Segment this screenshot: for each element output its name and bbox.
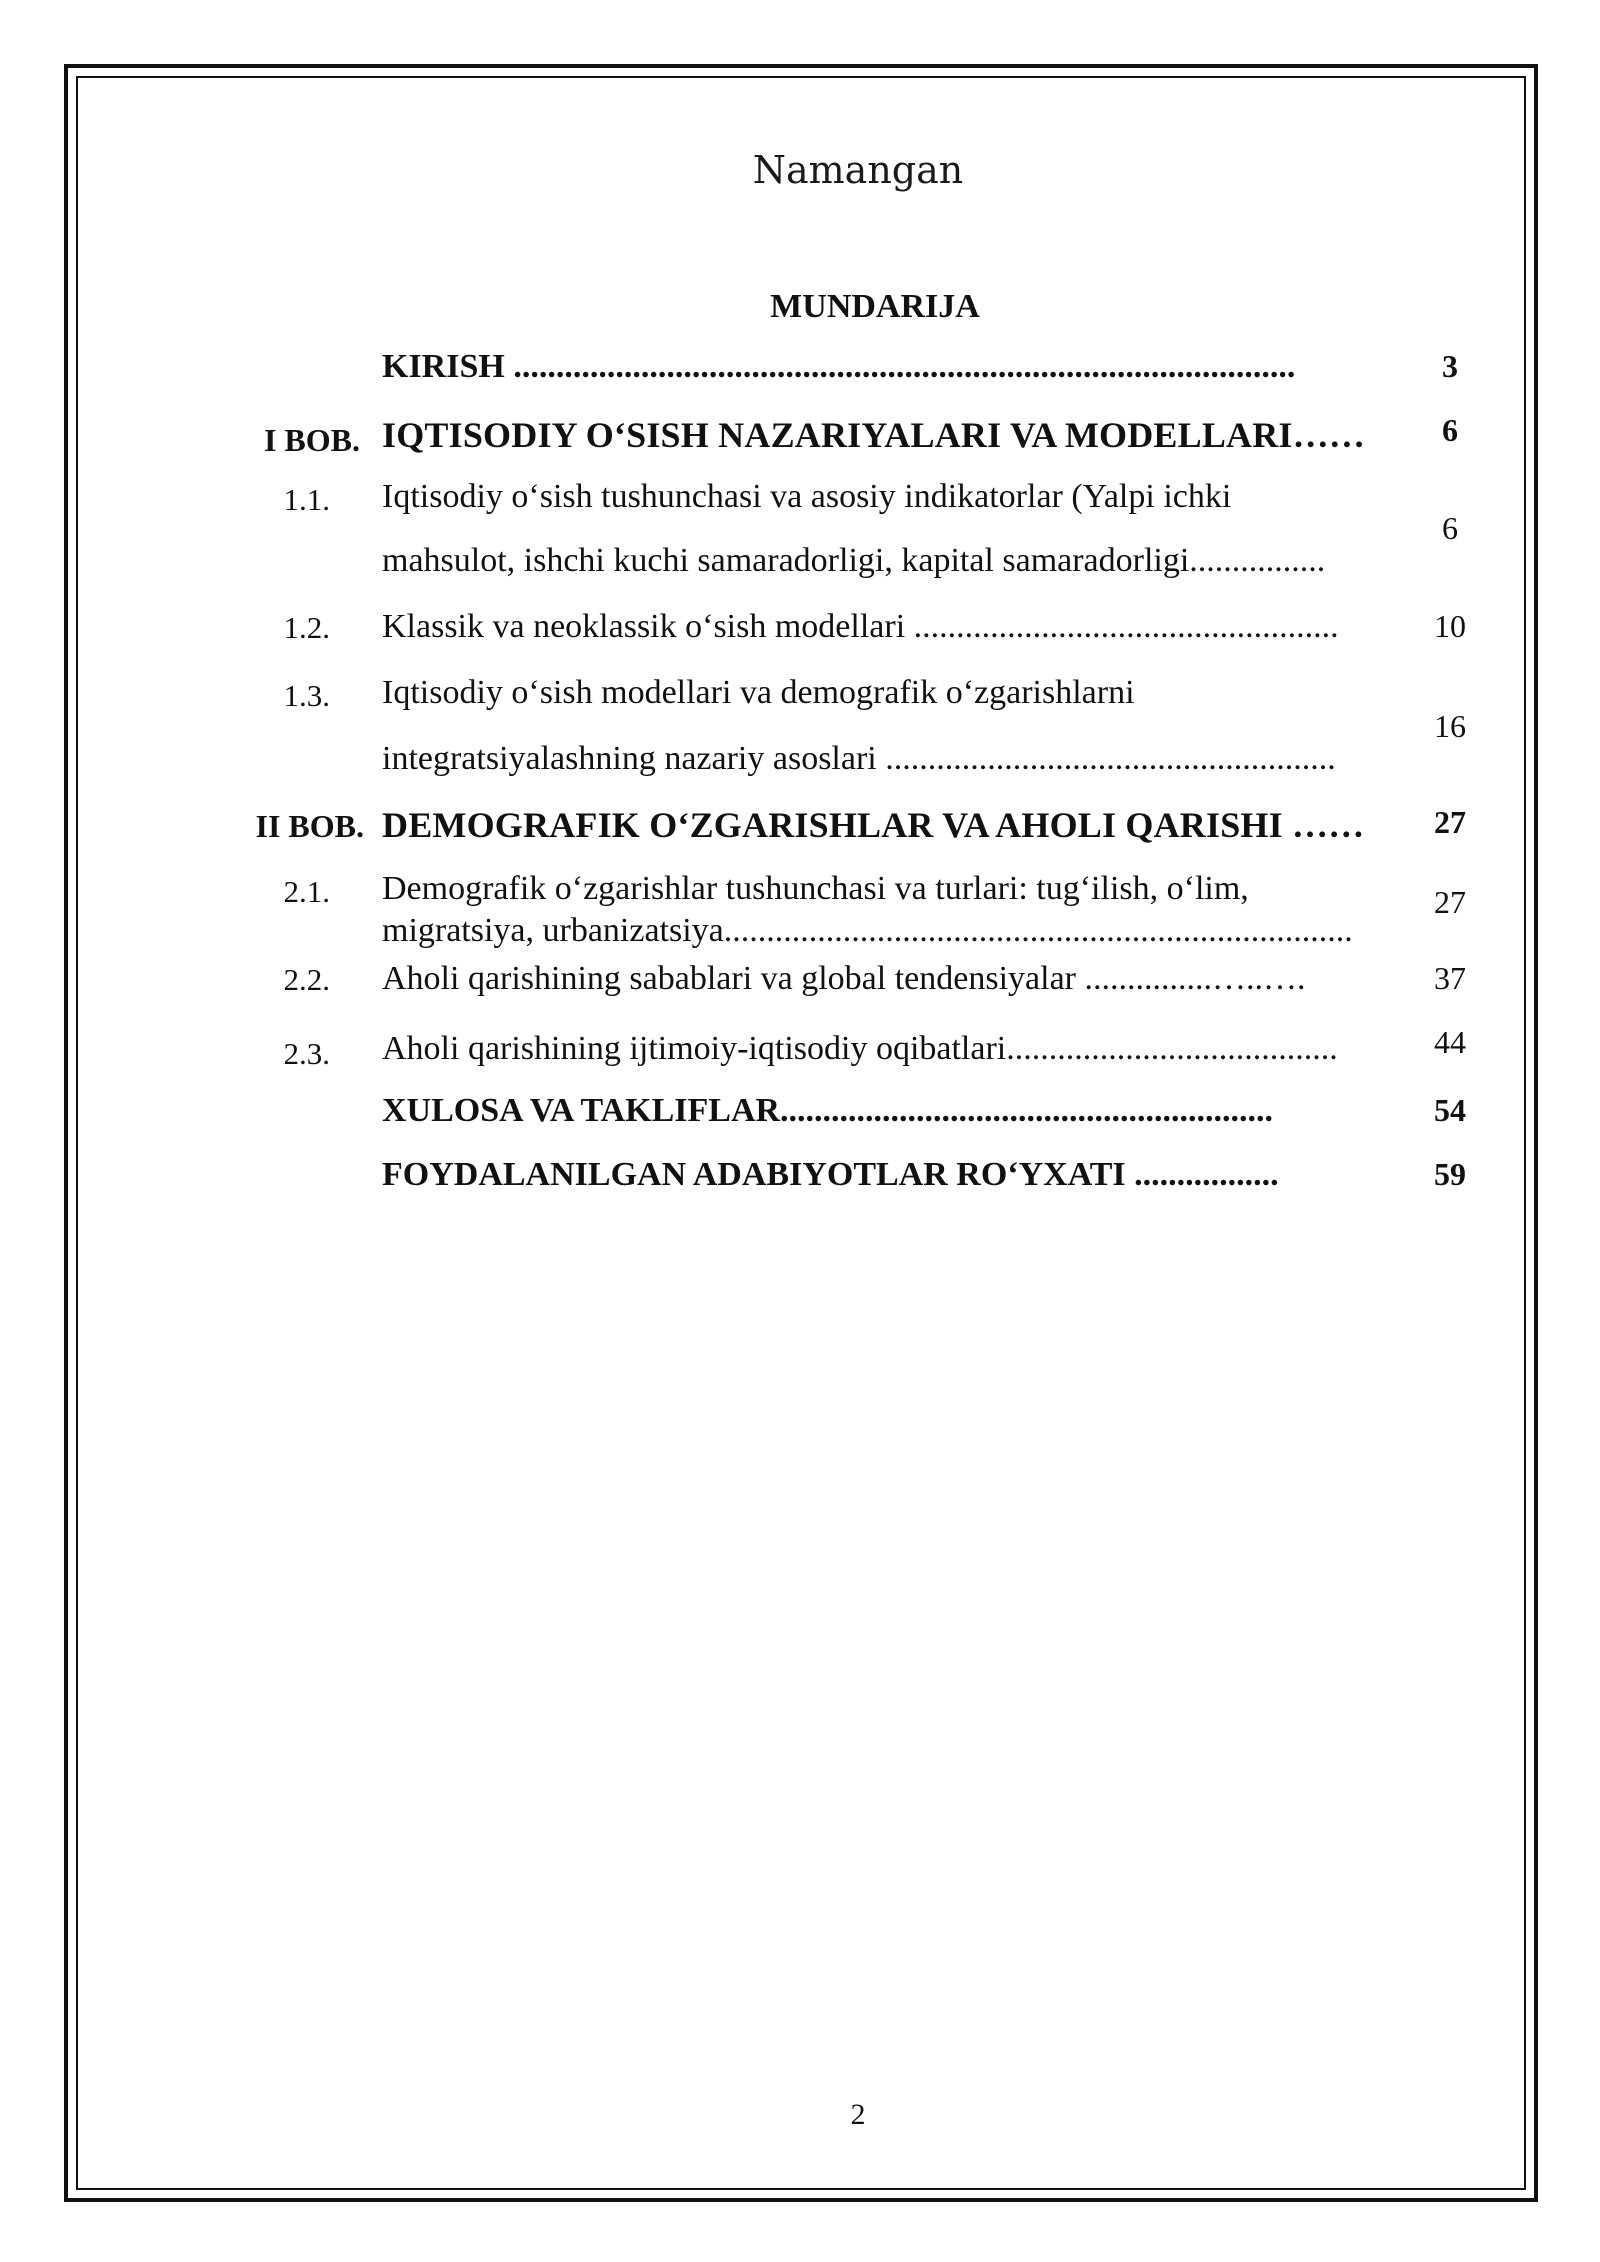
toc-entry-page: 10 bbox=[1434, 608, 1466, 644]
toc-entry-number: 2.2. bbox=[283, 962, 330, 997]
toc-entry-title: Klassik va neoklassik o‘sish modellari .................................................. bbox=[382, 608, 1339, 645]
toc-entry-title: DEMOGRAFIK O‘ZGARISHLAR VA AHOLI QARISHI …… bbox=[382, 805, 1365, 845]
toc-entry-title-line1: Demografik o‘zgarishlar tushunchasi va turlari: tug‘ilish, o‘lim, bbox=[382, 870, 1249, 907]
toc-entry-number: 1.1. bbox=[283, 482, 330, 517]
toc-entry-page: 27 bbox=[1434, 884, 1466, 920]
toc-entry-page: 59 bbox=[1434, 1156, 1466, 1192]
toc-entry-number: 1.2. bbox=[283, 610, 330, 645]
toc-entry-title: Aholi qarishining sabablari va global tendensiyalar ...............…..…. bbox=[382, 960, 1306, 997]
toc-entry-page: 54 bbox=[1434, 1092, 1466, 1128]
city-heading: Namangan bbox=[752, 148, 964, 192]
toc-entry-page: 44 bbox=[1434, 1024, 1466, 1060]
toc-entry-title: Aholi qarishining ijtimoiy-iqtisodiy oqibatlari....................................... bbox=[382, 1030, 1338, 1067]
toc-entry-title: XULOSA VA TAKLIFLAR.......................................................... bbox=[382, 1092, 1274, 1129]
toc-entry-page: 16 bbox=[1434, 708, 1466, 744]
toc-entry-title-line1: Iqtisodiy o‘sish tushunchasi va asosiy indikatorlar (Yalpi ichki bbox=[382, 478, 1232, 515]
toc-entry-title-line1: Iqtisodiy o‘sish modellari va demografik o‘zgarishlarni bbox=[382, 674, 1135, 711]
page-number: 2 bbox=[850, 2098, 866, 2131]
toc-entry-page: 3 bbox=[1442, 348, 1458, 384]
toc-entry-page: 6 bbox=[1442, 510, 1458, 546]
toc-entry-title-line2: integratsiyalashning nazariy asoslari ..................................................... bbox=[382, 740, 1336, 777]
toc-entry-title: FOYDALANILGAN ADABIYOTLAR RO‘YXATI ................. bbox=[382, 1156, 1279, 1193]
toc-entry-number: I BOB. bbox=[263, 422, 360, 458]
toc-entry-number: 2.3. bbox=[283, 1036, 330, 1071]
toc-entry-page: 6 bbox=[1442, 412, 1458, 448]
toc-entry-page: 37 bbox=[1434, 960, 1466, 996]
toc-entry-page: 27 bbox=[1434, 804, 1466, 840]
page-border-inner bbox=[76, 76, 1526, 2190]
toc-entry-title-line2: migratsiya, urbanizatsiya.......................................................................... bbox=[382, 912, 1353, 949]
toc-entry-title: KIRISH ............................................................................................ bbox=[382, 348, 1296, 385]
toc-entry-number: 2.1. bbox=[283, 874, 330, 909]
toc-entry-number: 1.3. bbox=[283, 678, 330, 713]
toc-entry-title-line2: mahsulot, ishchi kuchi samaradorligi, kapital samaradorligi................ bbox=[382, 542, 1326, 579]
toc-entry-title: IQTISODIY O‘SISH NAZARIYALARI VA MODELLARI…… bbox=[382, 415, 1366, 455]
toc-entry-number: II BOB. bbox=[255, 808, 364, 844]
toc-title: MUNDARIJA bbox=[770, 288, 980, 325]
